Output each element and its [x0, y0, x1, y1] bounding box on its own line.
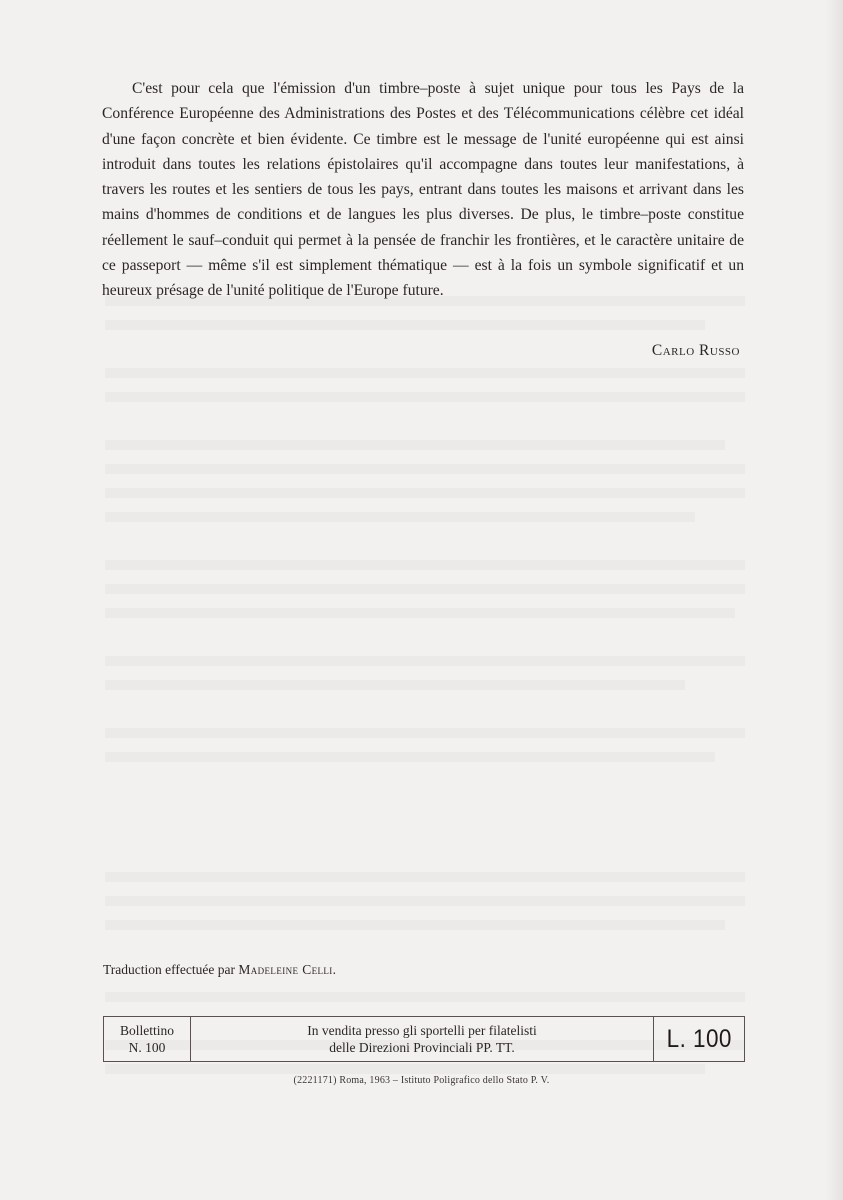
printer-imprint: (2221171) Roma, 1963 – Istituto Poligrafico dello Stato P. V. — [293, 1075, 550, 1086]
sale-line-2: delle Direzioni Provinciali PP. TT. — [329, 1040, 515, 1055]
sale-info-box — [103, 1016, 745, 1062]
price-label: L. 100 — [666, 1024, 732, 1053]
bulletin-label: Bollettino — [120, 1023, 174, 1038]
main-paragraph: C'est pour cela que l'émission d'un timbre–poste à sujet unique pour tous les Pays de la Conférence Européenne des Administrations des Postes et des Télécommunications célèbre cet idéal d'une façon concrète et bien évidente. Ce timbre est le message de l'unité européenne qui est ainsi introduit dans toutes les relations épistolaires qu'il accompagne dans toutes leur manifestations, à travers les routes et les sentiers de tous les pays, entrant dans toutes les maisons et arrivant dans les mains d'hommes de conditions et de langues les plus diverses. De plus, le timbre–poste constitue réellement le sauf–conduit qui permet à la pensée de franchir les frontières, et le caractère unitaire de ce passeport — même s'il est simplement thématique — est à la fois un symbole significatif et un heureux présage de l'unité politique de l'Europe future. — [102, 80, 744, 300]
translation-credit — [103, 962, 336, 978]
bulletin-cell — [104, 1017, 191, 1061]
translator-name: Madeleine Celli. — [238, 962, 337, 977]
sale-info-cell — [191, 1017, 653, 1061]
price-cell — [653, 1017, 744, 1061]
translation-prefix: Traduction effectuée par — [103, 962, 235, 977]
page-edge-shadow — [825, 0, 843, 1200]
sale-line-1: In vendita presso gli sportelli per filatelisti — [307, 1023, 537, 1038]
author-signature: Carlo Russo — [651, 342, 740, 359]
bulletin-number: N. 100 — [128, 1040, 166, 1055]
